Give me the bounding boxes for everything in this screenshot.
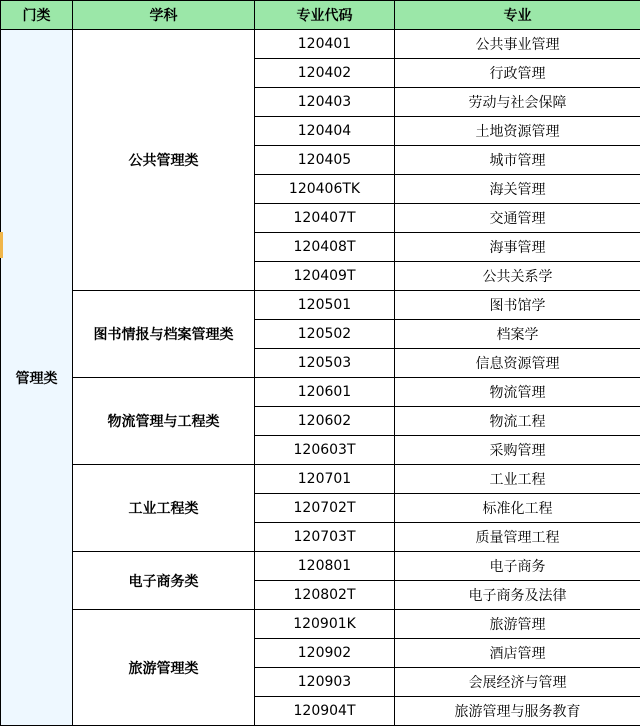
header-row [1,1,640,30]
major-name-cell: 图书馆学 [395,291,640,320]
major-name-cell: 公共事业管理 [395,30,640,59]
table-row [1,610,640,639]
table-row [1,378,640,407]
major-code-cell: 120404 [255,117,395,146]
major-code-cell: 120406TK [255,175,395,204]
major-name-cell: 信息资源管理 [395,349,640,378]
table-header [1,1,640,30]
major-name-cell: 土地资源管理 [395,117,640,146]
major-code-cell: 120903 [255,668,395,697]
major-code-cell: 120405 [255,146,395,175]
major-code-cell: 120407T [255,204,395,233]
discipline-cell: 物流管理与工程类 [73,378,255,465]
major-name-cell: 电子商务 [395,552,640,581]
discipline-cell: 旅游管理类 [73,610,255,726]
major-name-cell: 公共关系学 [395,262,640,291]
major-name-cell: 档案学 [395,320,640,349]
table-body [1,30,640,726]
major-code-cell: 120801 [255,552,395,581]
edge-marker [0,232,3,258]
major-code-cell: 120603T [255,436,395,465]
header-major: 专业 [395,1,640,30]
major-name-cell: 劳动与社会保障 [395,88,640,117]
discipline-cell: 公共管理类 [73,30,255,291]
major-name-cell: 旅游管理与服务教育 [395,697,640,726]
major-name-cell: 交通管理 [395,204,640,233]
major-code-cell: 120602 [255,407,395,436]
header-discipline: 学科 [73,1,255,30]
table-row [1,291,640,320]
discipline-cell: 工业工程类 [73,465,255,552]
major-code-cell: 120503 [255,349,395,378]
major-code-cell: 120601 [255,378,395,407]
major-name-cell: 海关管理 [395,175,640,204]
discipline-cell: 电子商务类 [73,552,255,610]
major-code-cell: 120502 [255,320,395,349]
table-row [1,465,640,494]
major-name-cell: 采购管理 [395,436,640,465]
discipline-cell: 图书情报与档案管理类 [73,291,255,378]
major-code-cell: 120702T [255,494,395,523]
major-code-cell: 120401 [255,30,395,59]
header-major-code: 专业代码 [255,1,395,30]
major-code-cell: 120703T [255,523,395,552]
major-code-cell: 120501 [255,291,395,320]
major-code-cell: 120402 [255,59,395,88]
major-code-cell: 120403 [255,88,395,117]
major-code-cell: 120901K [255,610,395,639]
table-row [1,30,640,59]
major-name-cell: 工业工程 [395,465,640,494]
major-name-cell: 行政管理 [395,59,640,88]
major-name-cell: 标准化工程 [395,494,640,523]
header-category: 门类 [1,1,73,30]
major-code-cell: 120802T [255,581,395,610]
category-cell: 管理类 [1,30,73,726]
major-name-cell: 电子商务及法律 [395,581,640,610]
major-name-cell: 城市管理 [395,146,640,175]
major-code-cell: 120409T [255,262,395,291]
major-name-cell: 会展经济与管理 [395,668,640,697]
major-name-cell: 物流工程 [395,407,640,436]
major-name-cell: 旅游管理 [395,610,640,639]
major-name-cell: 海事管理 [395,233,640,262]
major-name-cell: 质量管理工程 [395,523,640,552]
major-code-cell: 120904T [255,697,395,726]
major-name-cell: 酒店管理 [395,639,640,668]
table-row [1,552,640,581]
major-name-cell: 物流管理 [395,378,640,407]
major-code-cell: 120902 [255,639,395,668]
major-code-cell: 120408T [255,233,395,262]
major-code-cell: 120701 [255,465,395,494]
